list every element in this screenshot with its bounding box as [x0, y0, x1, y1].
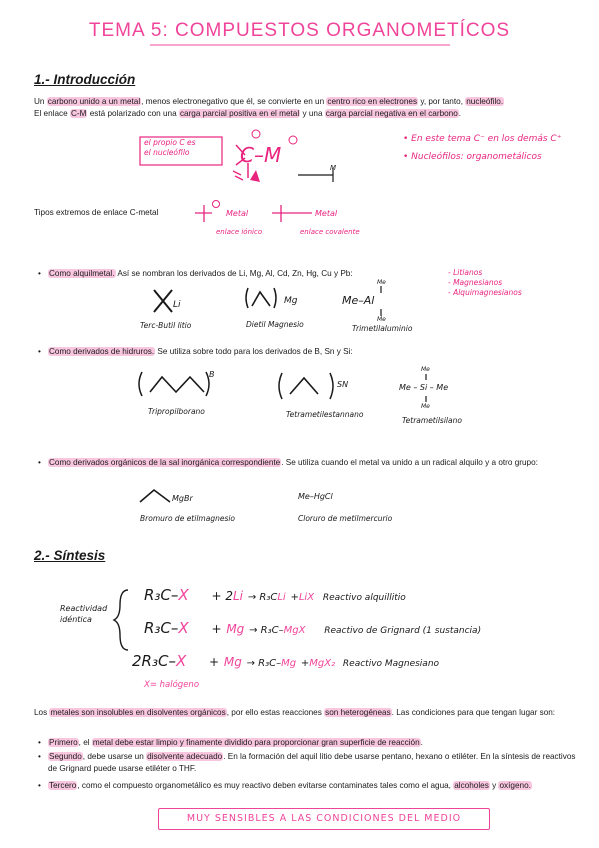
- me-bottom-si: Me: [421, 403, 430, 410]
- highlight: metal debe estar limpio y finamente dividido para proporcionar gran superficie de reacción: [92, 738, 420, 747]
- page-title: TEMA 5: COMPUESTOS ORGANOMETÍCOS: [88, 20, 511, 41]
- sintesis-paragraph: [34, 707, 574, 719]
- note-tema: • En este tema C⁻ en los demás C⁺: [403, 134, 562, 144]
- mol-trimetilaluminio: Trimetilaluminio: [352, 324, 413, 333]
- reaction-alquillitio: [144, 586, 406, 604]
- li-product: Li: [277, 592, 286, 603]
- text: +: [211, 622, 222, 636]
- mol-tripropilborano: Tripropilborano: [148, 407, 205, 416]
- metal-ionic-label: Metal: [226, 209, 249, 218]
- text: R₃C–: [144, 619, 179, 637]
- text: → R₃C: [247, 592, 278, 603]
- text: 2R₃C–: [132, 652, 176, 670]
- mgx: MgX: [283, 625, 306, 636]
- text: . Se utiliza cuando el metal va unido a un radical alquilo y a otro grupo:: [281, 458, 538, 467]
- mg-reagent: Mg: [223, 655, 242, 669]
- x-group: X: [178, 619, 189, 637]
- side-note-list: [448, 268, 522, 298]
- reaction-name: Reactivo de Grignard (1 sustancia): [324, 626, 482, 636]
- bullet-hidruros: [48, 346, 568, 358]
- mecl-label: Me–HgCl: [298, 492, 333, 501]
- mol-cloruro-metilmercurio: Cloruro de metilmercurio: [298, 514, 393, 523]
- reaction-name: Reactivo alquillitio: [322, 593, 406, 603]
- text: .: [420, 738, 423, 747]
- side-note-item: - Alquimagnesianos: [448, 288, 522, 297]
- highlight: carga parcial positiva en el metal: [179, 109, 300, 118]
- lix: LiX: [298, 592, 315, 603]
- text: , menos electronegativo que él, se convierte en un: [141, 97, 327, 106]
- highlight: Tercero: [49, 781, 77, 790]
- me-bottom: Me: [377, 316, 386, 323]
- highlight: Como alquilmetal.: [49, 269, 115, 278]
- highlight: Segundo: [49, 752, 82, 761]
- text: Así se nombran los derivados de Li, Mg, Al, Cd, Zn, Hg, Cu y Pb:: [115, 269, 353, 278]
- mg-product: Mg: [281, 658, 297, 669]
- highlight: Como derivados orgánicos de la sal inorgánica correspondiente: [49, 458, 281, 467]
- sensibles-box: MUY SENSIBLES A LAS CONDICIONES DEL MEDIO: [158, 808, 490, 830]
- mg-reagent: Mg: [226, 622, 245, 636]
- highlight: metales son insolubles en disolventes orgánicos: [50, 708, 226, 717]
- text: , como el compuesto organometálico es muy reactivo deben evitarse contaminates tales como el agua,: [77, 781, 454, 790]
- highlight: carga parcial negativa en el carbono: [325, 109, 458, 118]
- text: , debe usarse un: [82, 752, 147, 761]
- text: → R₃C–: [246, 658, 282, 669]
- text: y una: [300, 109, 325, 118]
- enlace-covalente-label: enlace covalente: [300, 228, 360, 236]
- highlight: disolvente adecuado: [147, 752, 223, 761]
- text: , el: [78, 738, 92, 747]
- text: Un: [34, 97, 47, 106]
- enlace-ionico-label: enlace iónico: [216, 228, 263, 236]
- text: +: [300, 658, 310, 669]
- highlight: son heterogéneas: [325, 708, 391, 717]
- text: R₃C–: [144, 586, 179, 604]
- x-group: X: [178, 586, 189, 604]
- cm-bond-label: C–M: [240, 143, 282, 167]
- x-halogeno-note: X= halógeno: [144, 680, 200, 690]
- bullet-alquilmetal: [48, 268, 468, 280]
- text: Se utiliza sobre todo para los derivados de B, Sn y Si:: [155, 347, 353, 356]
- reactividad-label: Reactividad idéntica: [60, 604, 108, 624]
- mol-dietil-magnesio: Dietil Magnesio: [246, 320, 304, 329]
- text: . En la formación del aquil litio debe usarse pentano, hexano o etiléter. En la síntesis de reactivos de Grignard puede usarse etiléter o THF.: [48, 752, 576, 773]
- mg-label: Mg: [284, 296, 298, 306]
- mol-terc-butil-litio: Terc-Butil litio: [140, 321, 192, 330]
- mol-bromuro-etilmagnesio: Bromuro de etilmagnesio: [140, 514, 236, 523]
- mgbr-label: MgBr: [172, 494, 193, 503]
- bullet-sal-inorganica: [48, 457, 568, 469]
- text: está polarizado con una: [87, 109, 179, 118]
- highlight: oxígeno.: [499, 781, 531, 790]
- li-label: Li: [173, 300, 181, 310]
- me-top: Me: [377, 279, 386, 286]
- text: +: [209, 655, 220, 669]
- side-note-item: - Magnesianos: [448, 278, 503, 287]
- section-heading-sintesis: 2.- Síntesis: [34, 548, 106, 563]
- highlight: carbono unido a un metal: [47, 97, 141, 106]
- text: Los: [34, 708, 50, 717]
- highlight: nucleófilo.: [466, 97, 504, 106]
- note-nucleofilos: • Nucleófilos: organometálicos: [403, 152, 542, 162]
- tin-label: SN: [337, 380, 349, 389]
- metal-covalent-label: Metal: [315, 209, 338, 218]
- text: + 2: [211, 589, 233, 603]
- highlight: centro rico en electrones: [327, 97, 418, 106]
- text: .: [458, 109, 462, 118]
- text: y, por tanto,: [418, 97, 466, 106]
- condicion-primero: [48, 737, 578, 749]
- reaction-name: Reactivo Magnesiano: [342, 659, 440, 669]
- me-top-si: Me: [421, 366, 430, 373]
- text: El enlace: [34, 109, 70, 118]
- boron-label: B: [209, 370, 215, 379]
- metal-label: M: [330, 164, 337, 172]
- x-group: X: [175, 652, 187, 670]
- highlight: alcoholes: [454, 781, 489, 790]
- highlight: Como derivados de hidruros.: [49, 347, 155, 356]
- text: → R₃C–: [249, 625, 284, 636]
- mol-tetrametilestannano: Tetrametilestannano: [286, 410, 364, 419]
- si-formula: Me – Si – Me: [399, 383, 449, 392]
- highlight: Primero: [49, 738, 78, 747]
- mol-tetrametilsilano: Tetrametilsilano: [402, 416, 462, 425]
- text: y: [489, 781, 499, 790]
- text: +: [290, 592, 299, 603]
- mgx2: MgX₂: [309, 658, 336, 669]
- reaction-magnesiano: [132, 652, 439, 670]
- condicion-tercero: [48, 780, 578, 792]
- al-formula: Me–Al: [342, 294, 375, 307]
- side-note-item: - Litianos: [448, 268, 483, 277]
- text: , por ello estas reacciones: [226, 708, 325, 717]
- li-reagent: Li: [233, 589, 244, 603]
- text: . Las condiciones para que tengan lugar son:: [391, 708, 556, 717]
- note-nucleofilo: el propio C es el nucleófilo: [144, 138, 196, 157]
- reaction-grignard: [144, 619, 481, 637]
- tipos-enlace-label: Tipos extremos de enlace C-metal: [34, 208, 159, 217]
- highlight: C-M: [70, 109, 87, 118]
- section-heading-introduccion: 1.- Introducción: [34, 72, 136, 87]
- condicion-segundo: [48, 751, 578, 775]
